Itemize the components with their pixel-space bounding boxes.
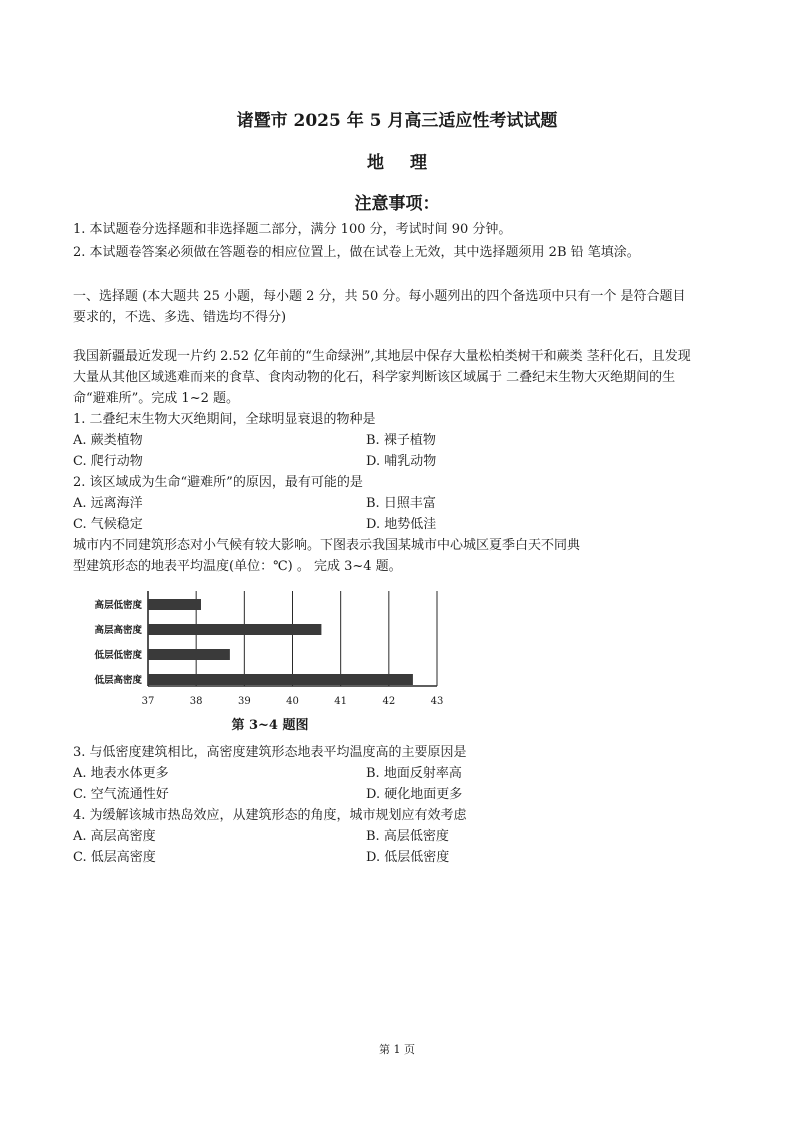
q4-option-b: B. 高层低密度 xyxy=(366,829,449,844)
q1-option-d: D. 哺乳动物 xyxy=(366,454,437,469)
q3-option-a: A. 地表水体更多 xyxy=(73,766,169,781)
bar xyxy=(148,624,321,635)
q1-option-c: C. 爬行动物 xyxy=(73,454,143,469)
q2-option-b: B. 日照丰富 xyxy=(366,496,436,511)
q1-stem: 1. 二叠纪末生物大灭绝期间，全球明显衰退的物种是 xyxy=(73,412,376,427)
notice-2: 2. 本试题卷答案必须做在答题卷的相应位置上，做在试卷上无效，其中选择题须用 2B 铅 笔填涂。 xyxy=(73,245,640,260)
section-heading-line-1: 一、选择题 (本大题共 25 小题，每小题 2 分，共 50 分。每小题列出的四个备选项中只有一个 是符合题目 xyxy=(73,289,686,304)
bar xyxy=(148,674,413,685)
q1-option-b: B. 裸子植物 xyxy=(366,433,436,448)
x-tick-label: 37 xyxy=(141,696,155,707)
q3-option-c: C. 空气流通性好 xyxy=(73,787,169,802)
category-label: 低层低密度 xyxy=(94,650,142,661)
page-number: 第 1 页 xyxy=(379,1043,415,1056)
x-tick-label: 40 xyxy=(286,696,299,707)
bar xyxy=(148,599,201,610)
q2-option-a: A. 远离海洋 xyxy=(73,496,143,511)
subject-title xyxy=(0,148,794,173)
temperature-bar-chart xyxy=(80,586,460,736)
category-label: 低层高密度 xyxy=(94,675,142,686)
x-tick-label: 38 xyxy=(189,696,203,707)
x-tick-label: 41 xyxy=(334,696,348,707)
x-tick-label: 43 xyxy=(430,696,444,707)
passage1-line-1: 我国新疆最近发现一片约 2.52 亿年前的“生命绿洲”,其地层中保存大量松柏类树干和蕨类 茎秆化石，且发现 xyxy=(73,349,691,364)
category-label: 高层高密度 xyxy=(94,625,142,636)
bar xyxy=(148,649,230,660)
notice-1: 1. 本试题卷分选择题和非选择题二部分，满分 100 分，考试时间 90 分钟。 xyxy=(73,222,512,237)
q4-option-c: C. 低层高密度 xyxy=(73,850,156,865)
subject-char-2: 理 xyxy=(410,153,427,173)
x-tick-label: 42 xyxy=(382,696,396,707)
q2-option-d: D. 地势低洼 xyxy=(366,517,437,532)
q4-stem: 4. 为缓解该城市热岛效应，从建筑形态的角度，城市规划应有效考虑 xyxy=(73,808,467,823)
category-label: 高层低密度 xyxy=(94,600,142,611)
q3-stem: 3. 与低密度建筑相比，高密度建筑形态地表平均温度高的主要原因是 xyxy=(73,745,467,760)
notice-heading: 注意事项： xyxy=(354,194,440,214)
passage2-line-2: 型建筑形态的地表平均温度(单位：℃) 。 完成 3~4 题。 xyxy=(73,559,402,574)
q3-option-d: D. 硬化地面更多 xyxy=(366,787,463,802)
q4-option-d: D. 低层低密度 xyxy=(366,850,450,865)
passage1-line-3: 命“避难所”。完成 1~2 题。 xyxy=(73,391,239,406)
q1-option-a: A. 蕨类植物 xyxy=(73,433,143,448)
chart-caption: 第 3~4 题图 xyxy=(231,718,309,733)
section-heading-line-2: 要求的，不选、多选、错选均不得分) xyxy=(73,310,287,325)
passage2-line-1: 城市内不同建筑形态对小气候有较大影响。下图表示我国某城市中心城区夏季白天不同典 xyxy=(73,538,581,553)
q3-option-b: B. 地面反射率高 xyxy=(366,766,462,781)
passage1-line-2: 大量从其他区域逃难而来的食草、食肉动物的化石，科学家判断该区域属于 二叠纪末生物大灭绝期间的生 xyxy=(73,370,676,385)
x-tick-label: 39 xyxy=(237,696,251,707)
exam-title: 诸暨市 2025 年 5 月高三适应性考试试题 xyxy=(236,111,558,131)
subject-char-1: 地 xyxy=(367,153,384,173)
q2-option-c: C. 气候稳定 xyxy=(73,517,143,532)
q2-stem: 2. 该区域成为生命“避难所”的原因，最有可能的是 xyxy=(73,475,363,490)
q4-option-a: A. 高层高密度 xyxy=(73,829,156,844)
